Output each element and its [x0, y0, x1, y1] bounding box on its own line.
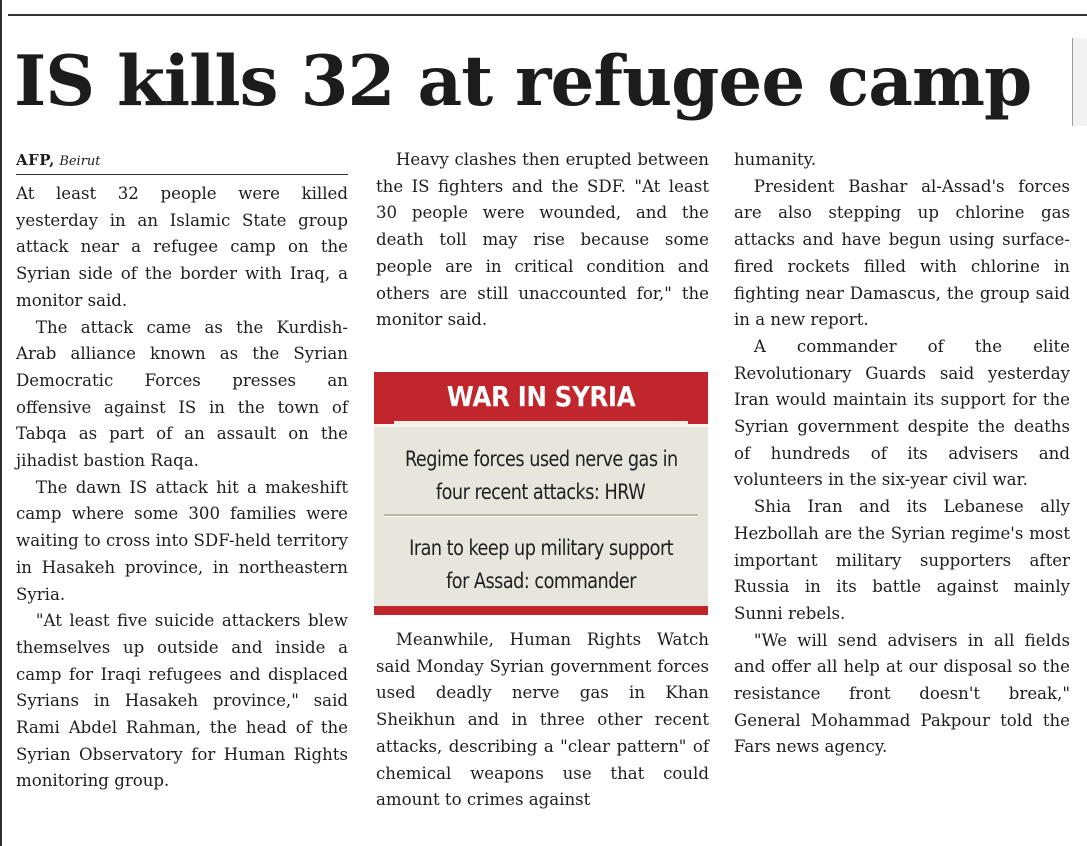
top-border-rule	[8, 14, 1087, 16]
byline-agency: AFP,	[16, 151, 55, 169]
paragraph: At least 32 people were killed yesterday in an Islamic State group attack near a refugee camp on the Syrian side of the border with Iraq, a monitor said.	[16, 184, 348, 310]
paragraph: A commander of the elite Revolutionary Guards said yesterday Iran would maintain its support for the Syrian government despite the deaths of hundreds of its advisers and volunteers in the six-year civil war.	[734, 336, 1070, 490]
headline: IS kills 32 at refugee camp	[14, 41, 1032, 122]
war-in-syria-box	[374, 372, 708, 615]
paragraph: "At least five suicide attackers blew themselves up outside and inside a camp for Iraqi refugees and displaced Syrians in Hasakeh province," said Rami Abdel Rahman, the head of the Syrian Observatory for Human Rights monitoring group.	[16, 611, 348, 791]
paragraph: Shia Iran and its Lebanese ally Hezbollah are the Syrian regime's most important military supporters after Russia in its battle against mainly Sunni rebels.	[734, 497, 1070, 623]
box-title: WAR IN SYRIA	[394, 372, 688, 424]
box-divider	[384, 514, 698, 517]
paragraph: The attack came as the Kurdish-Arab alliance known as the Syrian Democratic Forces presses an offensive against IS in the town of Tabqa as part of an assault on the jihadist bastion Raqa.	[16, 317, 348, 471]
box-headline-1-line-1: Regime forces used nerve gas in	[404, 447, 678, 471]
paragraph: President Bashar al-Assad's forces are also stepping up chlorine gas attacks and have begun using surface-fired rockets filled with chlorine in fighting near Damascus, the group said in a new report.	[734, 176, 1070, 330]
paragraph: humanity.	[734, 150, 817, 169]
article-column-3	[734, 147, 1070, 761]
box-header-bar	[374, 372, 708, 427]
paragraph: Meanwhile, Human Rights Watch said Monday Syrian government forces used deadly nerve gas in Khan Sheikhun and in three other recent attacks, describing a "clear pattern" of chemical weapons use that could amount to crimes against	[376, 630, 709, 810]
box-headline-2[interactable]	[374, 519, 708, 598]
box-headline-1[interactable]	[374, 427, 708, 512]
article-column-1	[16, 148, 348, 795]
paragraph: "We will send advisers in all fields and offer all help at our disposal so the resistance front doesn't break," General Mohammad Pakpour told the Fars news agency.	[734, 630, 1070, 757]
left-border-rule	[0, 0, 2, 846]
article-column-2-top	[376, 147, 709, 334]
paragraph: Heavy clashes then erupted between the IS fighters and the SDF. "At least 30 people were wounded, and the death toll may rise because some people are in critical condition and others are still unaccounted for," the monitor said.	[376, 150, 709, 330]
byline	[16, 148, 348, 175]
paragraph: The dawn IS attack hit a makeshift camp where some 300 families were waiting to cross into SDF-held territory in Hasakeh province, in northeastern Syria.	[16, 477, 348, 604]
byline-place: Beirut	[59, 154, 101, 169]
page-edge-fold	[1072, 38, 1087, 126]
box-headline-2-line-1: Iran to keep up military support	[409, 536, 673, 560]
box-headline-1-line-2: four recent attacks: HRW	[436, 480, 646, 504]
box-headline-2-line-2: for Assad: commander	[446, 569, 636, 593]
article-column-2-bottom	[376, 627, 709, 814]
